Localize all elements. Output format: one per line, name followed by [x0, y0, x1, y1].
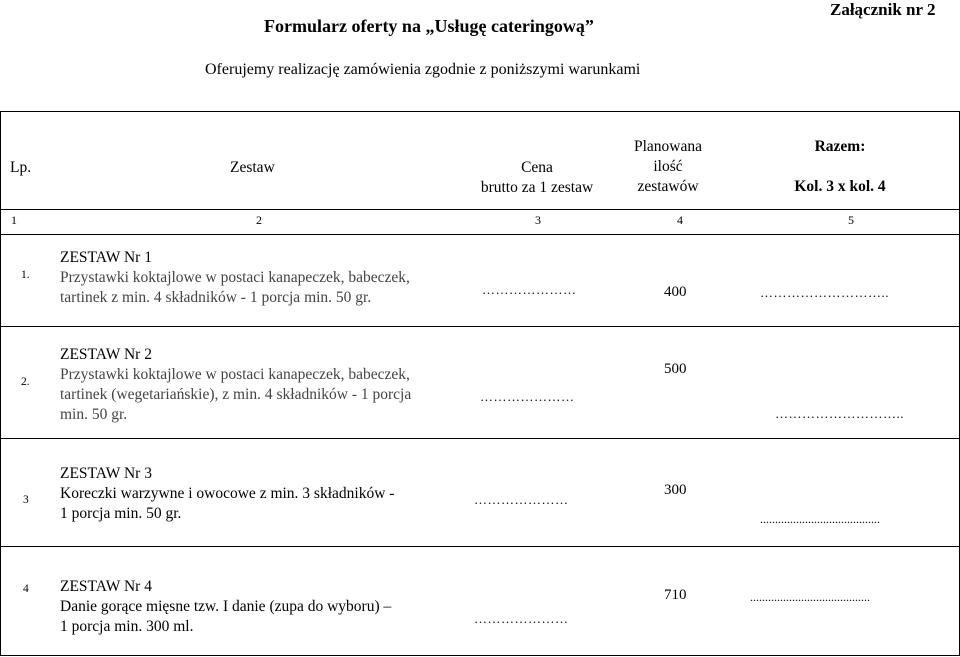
- row-description: ZESTAW Nr 3 Koreczki warzywne i owocowe z min. 3 składników - 1 porcja min. 50 gr.: [60, 464, 462, 524]
- price-placeholder[interactable]: …………………: [480, 389, 575, 404]
- annex-label: Załącznik nr 2: [830, 0, 936, 19]
- row-lp: 1.: [21, 269, 30, 281]
- table-border-top: [0, 111, 960, 112]
- form-title: Formularz oferty na „Usługę cateringową”: [264, 16, 594, 36]
- row-divider-2: [0, 438, 960, 439]
- col-number-1: 1: [11, 213, 17, 227]
- row-description: ZESTAW Nr 4 Danie gorące mięsne tzw. I danie (zupa do wyboru) – 1 porcja min. 300 ml.: [60, 577, 462, 637]
- planned-qty: 710: [664, 587, 687, 603]
- header-divider: [0, 209, 960, 210]
- set-name: ZESTAW Nr 3: [60, 465, 152, 482]
- row-lp: 4: [23, 583, 29, 595]
- price-placeholder[interactable]: …………………: [482, 282, 577, 297]
- header-set: Zestaw: [230, 159, 275, 176]
- header-lp: Lp.: [10, 159, 32, 176]
- planned-qty: 400: [664, 284, 687, 300]
- total-placeholder[interactable]: ………………………..: [775, 406, 904, 421]
- header-planned-qty: Planowana ilość zestawów: [633, 138, 702, 195]
- table-border-bottom: [0, 655, 960, 656]
- numbers-divider: [0, 234, 960, 235]
- total-placeholder[interactable]: ………………………..: [760, 285, 889, 300]
- price-placeholder[interactable]: …………………: [474, 492, 569, 507]
- col-number-5: 5: [848, 213, 854, 227]
- form-subtitle: Oferujemy realizację zamówienia zgodnie z poniższymi warunkami: [205, 61, 641, 78]
- planned-qty: 500: [664, 361, 687, 377]
- set-name: ZESTAW Nr 2: [60, 346, 152, 363]
- row-lp: 3: [23, 494, 29, 506]
- table-border-left: [0, 111, 1, 656]
- row-description: ZESTAW Nr 1 Przystawki koktajlowe w postaci kanapeczek, babeczek, tartinek z min. 4 składników - 1 porcja min. 50 gr.: [60, 248, 462, 308]
- row-lp: 2.: [21, 376, 30, 388]
- price-placeholder[interactable]: …………………: [474, 611, 569, 626]
- planned-qty: 300: [664, 482, 687, 498]
- header-price: Cena brutto za 1 zestaw: [480, 159, 594, 196]
- col-number-2: 2: [256, 213, 262, 227]
- row-divider-1: [0, 326, 960, 327]
- total-placeholder[interactable]: ........................................: [750, 590, 870, 604]
- set-name: ZESTAW Nr 4: [60, 578, 152, 595]
- row-divider-3: [0, 546, 960, 547]
- col-number-3: 3: [535, 213, 541, 227]
- total-placeholder[interactable]: ........................................: [760, 512, 880, 526]
- set-name: ZESTAW Nr 1: [60, 249, 152, 266]
- row-description: ZESTAW Nr 2 Przystawki koktajlowe w postaci kanapeczek, babeczek, tartinek (wegetariańskie), z min. 4 składników - 1 porcja min. 50 gr.: [60, 345, 462, 425]
- col-number-4: 4: [677, 213, 683, 227]
- header-total: Razem: Kol. 3 x kol. 4: [794, 138, 886, 195]
